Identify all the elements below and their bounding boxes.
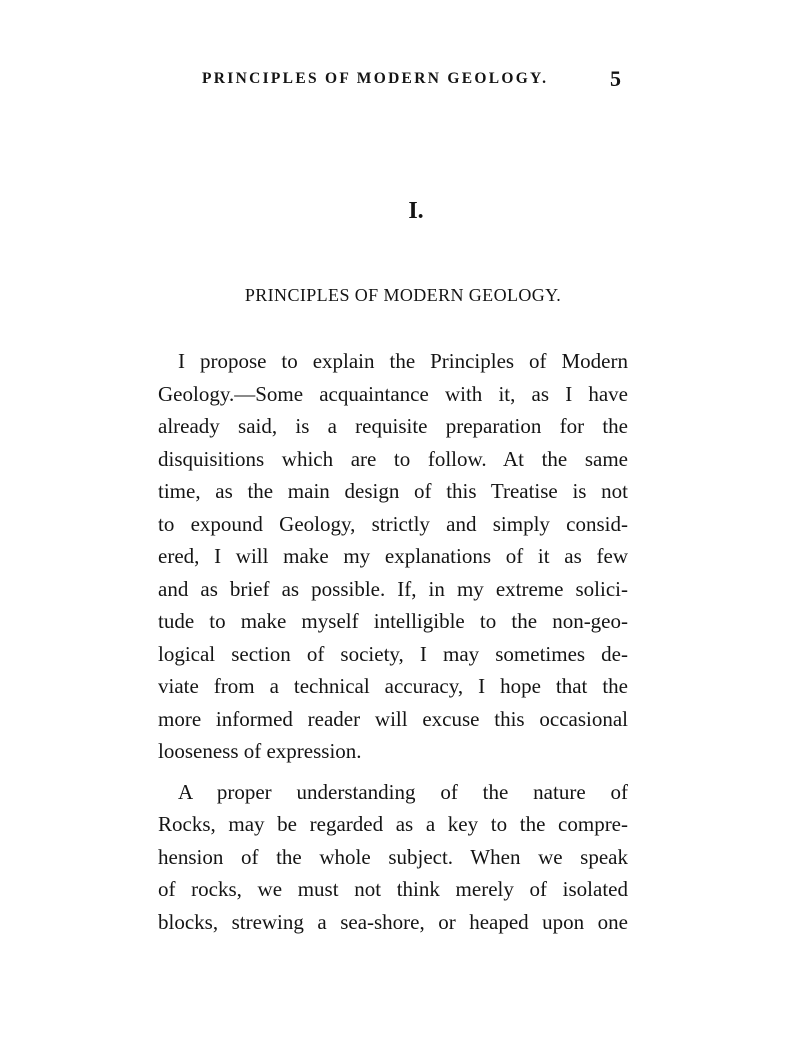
text-line: A proper understanding of the nature of — [178, 779, 628, 804]
page-number: 5 — [610, 66, 621, 91]
text-line: blocks, strewing a sea-shore, or heaped upon one — [158, 909, 628, 934]
running-title: PRINCIPLES OF MODERN GEOLOGY. — [202, 70, 549, 87]
text-line: of rocks, we must not think merely of isolated — [158, 877, 628, 901]
running-head — [0, 66, 800, 100]
body-text — [158, 345, 628, 938]
text-line: looseness of expression. — [158, 739, 362, 763]
text-line: already said, is a requisite preparation for the — [158, 414, 628, 438]
text-line: viate from a technical accuracy, I hope that the — [158, 674, 628, 698]
text-line: disquisitions which are to follow. At the same — [158, 446, 628, 471]
paragraph-gap — [158, 768, 628, 776]
text-line: tude to make myself intelligible to the non-geo- — [158, 609, 628, 633]
text-line: ered, I will make my explanations of it as few — [158, 544, 628, 568]
text-line: time, as the main design of this Treatise is not — [158, 479, 628, 503]
paragraph — [158, 345, 628, 768]
text-line: and as brief as possible. If, in my extreme solici- — [158, 576, 628, 601]
text-line: hension of the whole subject. When we speak — [158, 844, 628, 869]
chapter-title: PRINCIPLES OF MODERN GEOLOGY. — [244, 285, 562, 305]
text-line: more informed reader will excuse this occasional — [158, 706, 628, 731]
text-line: I propose to explain the Principles of Modern — [178, 349, 628, 373]
text-line: Geology.—Some acquaintance with it, as I have — [158, 381, 628, 406]
text-line: Rocks, may be regarded as a key to the compre- — [158, 812, 628, 836]
text-line: logical section of society, I may sometimes de- — [158, 641, 628, 666]
paragraph — [158, 776, 628, 939]
text-line: to expound Geology, strictly and simply consid- — [158, 511, 628, 536]
chapter-number: I. — [408, 198, 424, 224]
